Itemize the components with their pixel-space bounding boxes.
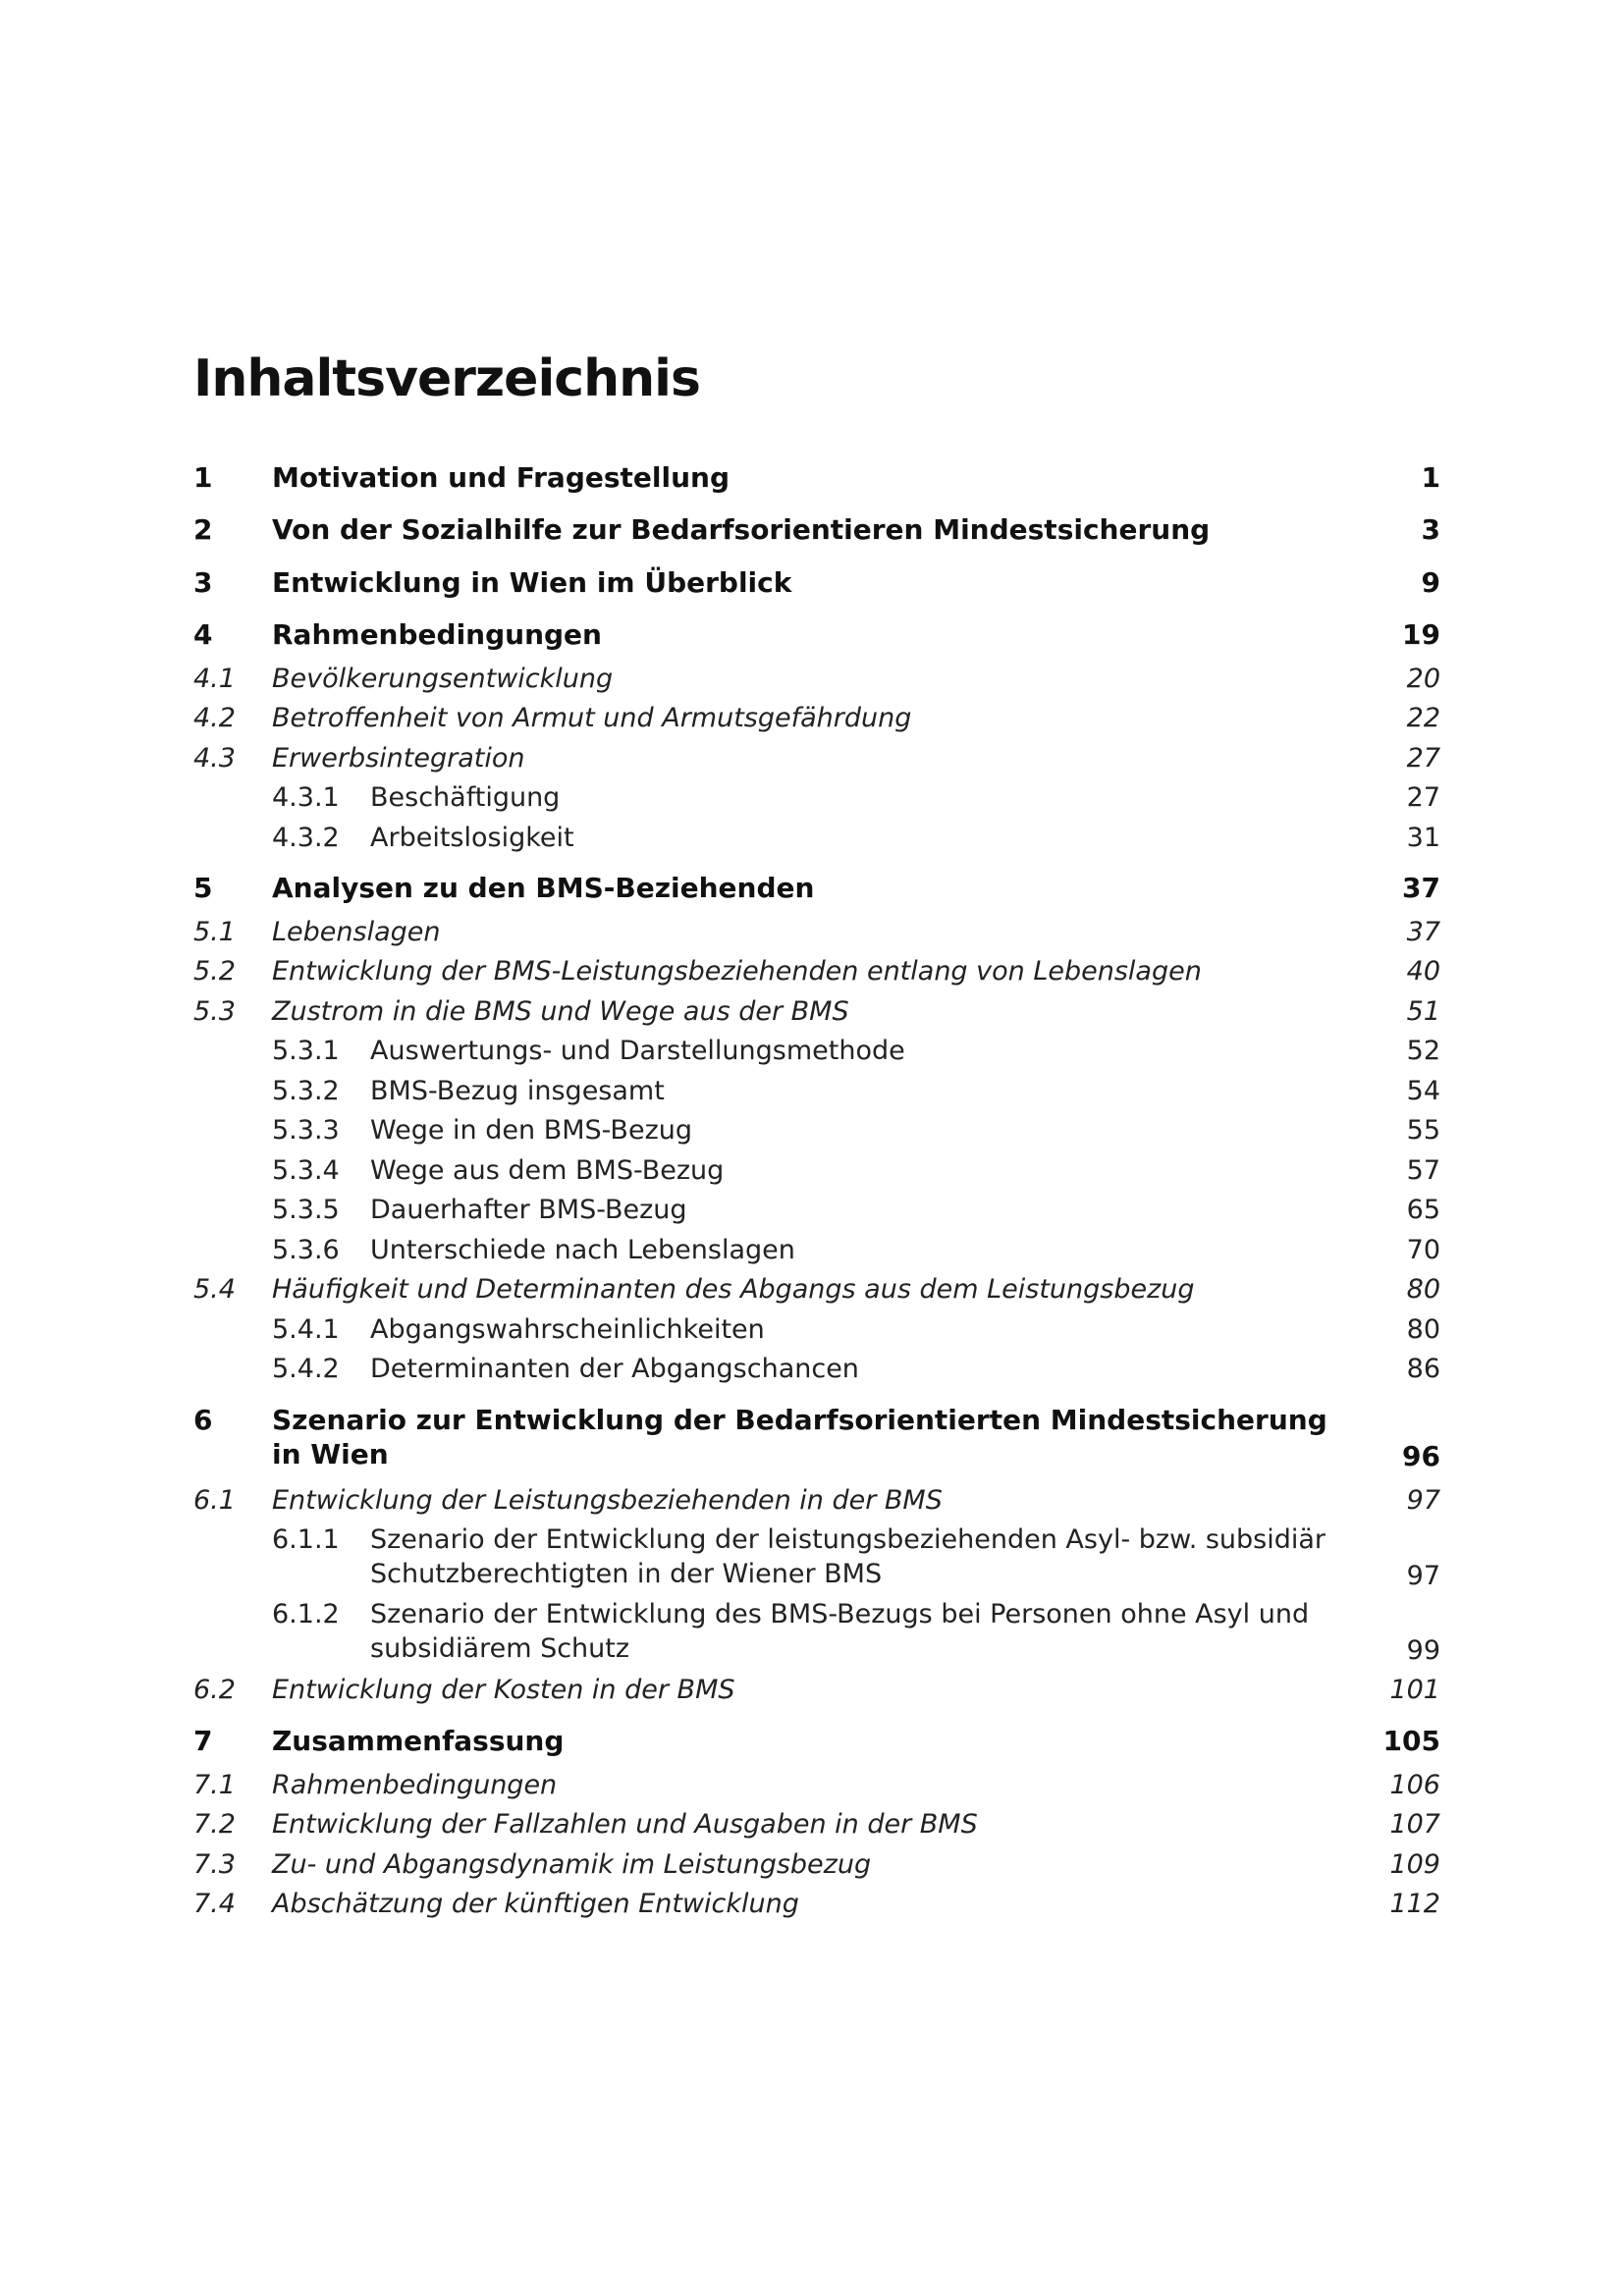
toc-title: Lebenslagen — [272, 917, 441, 947]
toc-title: Entwicklung der Leistungsbeziehenden in der BMS — [272, 1485, 943, 1516]
toc-number: 5.2 — [193, 956, 236, 987]
toc-title — [272, 1404, 1327, 1470]
toc-page: 37 — [1406, 917, 1440, 947]
toc-title: Analysen zu den BMS-Beziehenden — [272, 872, 815, 904]
toc-title: Betroffenheit von Armut und Armutsgefährdung — [272, 703, 912, 733]
toc-title: Von der Sozialhilfe zur Bedarfsorientieren Mindestsicherung — [272, 513, 1211, 546]
toc-page: 97 — [1406, 1561, 1440, 1591]
toc-page: 99 — [1406, 1635, 1440, 1666]
toc-number: 6.1.1 — [272, 1524, 340, 1555]
toc-page: 9 — [1421, 566, 1440, 599]
toc-page: 107 — [1389, 1809, 1440, 1840]
toc-number: 6.1 — [193, 1485, 236, 1516]
toc-page: 96 — [1402, 1440, 1440, 1472]
toc-page: 80 — [1406, 1314, 1440, 1345]
toc-page: 80 — [1406, 1274, 1440, 1305]
toc-page: 105 — [1382, 1725, 1440, 1757]
toc-title: Wege aus dem BMS-Bezug — [370, 1155, 725, 1186]
toc-page: 1 — [1421, 461, 1440, 494]
toc-page: 52 — [1406, 1036, 1440, 1066]
toc-title: Zustrom in die BMS und Wege aus der BMS — [272, 996, 849, 1027]
toc-title: Bevölkerungsentwicklung — [272, 664, 614, 694]
toc-title: Determinanten der Abgangschancen — [370, 1354, 859, 1384]
toc-page: 101 — [1389, 1675, 1440, 1705]
toc-number: 4.3.2 — [272, 823, 340, 853]
toc-title: Beschäftigung — [370, 782, 561, 813]
toc-number: 4 — [193, 618, 213, 651]
toc-title — [370, 1599, 1309, 1664]
toc-title: Entwicklung der Kosten in der BMS — [272, 1675, 735, 1705]
toc-number: 5.3.6 — [272, 1235, 340, 1265]
toc-page: 31 — [1406, 823, 1440, 853]
toc-number: 7.1 — [193, 1770, 236, 1800]
toc-title: Entwicklung der Fallzahlen und Ausgaben in der BMS — [272, 1809, 978, 1840]
toc-title-line-2: subsidiärem Schutz — [370, 1633, 630, 1664]
page-title: Inhaltsverzeichnis — [193, 349, 700, 408]
toc-number: 7 — [193, 1725, 213, 1757]
toc-page: 27 — [1406, 782, 1440, 813]
toc-page: 109 — [1389, 1849, 1440, 1880]
toc-number: 5.3.5 — [272, 1195, 340, 1225]
toc-title-line-1: Szenario der Entwicklung der leistungsbeziehenden Asyl- bzw. subsidiär — [370, 1524, 1326, 1555]
toc-title: Erwerbsintegration — [272, 743, 525, 774]
toc-title: Auswertungs- und Darstellungsmethode — [370, 1036, 905, 1066]
toc-title: Zu- und Abgangsdynamik im Leistungsbezug — [272, 1849, 872, 1880]
toc-number: 5.3 — [193, 996, 236, 1027]
toc-title: Unterschiede nach Lebenslagen — [370, 1235, 795, 1265]
toc-page: 112 — [1389, 1889, 1440, 1919]
toc-number: 6 — [193, 1404, 213, 1436]
toc-title: BMS-Bezug insgesamt — [370, 1076, 665, 1106]
toc-title: Entwicklung der BMS-Leistungsbeziehenden entlang von Lebenslagen — [272, 956, 1202, 987]
toc-title: Motivation und Fragestellung — [272, 461, 730, 494]
toc-page: 57 — [1406, 1155, 1440, 1186]
toc-title: Abgangswahrscheinlichkeiten — [370, 1314, 765, 1345]
toc-title: Dauerhafter BMS-Bezug — [370, 1195, 687, 1225]
toc-page: 51 — [1406, 996, 1440, 1027]
toc-page: 37 — [1402, 872, 1440, 904]
toc-title: Wege in den BMS-Bezug — [370, 1115, 692, 1146]
toc-page: 106 — [1389, 1770, 1440, 1800]
toc-number: 1 — [193, 461, 213, 494]
toc-page: 20 — [1406, 664, 1440, 694]
toc-number: 4.3.1 — [272, 782, 340, 813]
toc-number: 5.4.1 — [272, 1314, 340, 1345]
toc-page: 70 — [1406, 1235, 1440, 1265]
toc-number: 5.4.2 — [272, 1354, 340, 1384]
toc-title-line-2: Schutzberechtigten in der Wiener BMS — [370, 1559, 883, 1589]
toc-number: 7.4 — [193, 1889, 236, 1919]
toc-title: Arbeitslosigkeit — [370, 823, 574, 853]
toc-page: 55 — [1406, 1115, 1440, 1146]
toc-number: 5 — [193, 872, 213, 904]
toc-title: Zusammenfassung — [272, 1725, 565, 1757]
toc-number: 6.1.2 — [272, 1599, 340, 1629]
toc-number: 7.3 — [193, 1849, 236, 1880]
toc-number: 5.1 — [193, 917, 236, 947]
toc-title-line-1: Szenario der Entwicklung des BMS-Bezugs bei Personen ohne Asyl und — [370, 1599, 1310, 1629]
toc-number: 4.1 — [193, 664, 236, 694]
toc-number: 5.3.2 — [272, 1076, 340, 1106]
toc-page: 40 — [1406, 956, 1440, 987]
toc-number: 5.3.3 — [272, 1115, 340, 1146]
toc-number: 7.2 — [193, 1809, 236, 1840]
toc-page: 86 — [1406, 1354, 1440, 1384]
toc-number: 2 — [193, 513, 213, 546]
toc-number: 3 — [193, 566, 213, 599]
toc-number: 6.2 — [193, 1675, 236, 1705]
toc-page: 22 — [1406, 703, 1440, 733]
toc-number: 4.3 — [193, 743, 236, 774]
toc-page: 97 — [1406, 1485, 1440, 1516]
toc-number: 5.4 — [193, 1274, 236, 1305]
toc-title — [370, 1524, 1325, 1589]
toc-page: 19 — [1402, 618, 1440, 651]
toc-title: Rahmenbedingungen — [272, 1770, 558, 1800]
toc-title: Entwicklung in Wien im Überblick — [272, 566, 792, 599]
toc-title: Abschätzung der künftigen Entwicklung — [272, 1889, 799, 1919]
toc-page: 3 — [1421, 513, 1440, 546]
toc-title-line-2: in Wien — [272, 1438, 389, 1470]
toc-title: Häufigkeit und Determinanten des Abgangs aus dem Leistungsbezug — [272, 1274, 1195, 1305]
toc-number: 5.3.4 — [272, 1155, 340, 1186]
toc-number: 4.2 — [193, 703, 236, 733]
toc-title: Rahmenbedingungen — [272, 618, 602, 651]
toc-number: 5.3.1 — [272, 1036, 340, 1066]
toc-page: 65 — [1406, 1195, 1440, 1225]
toc-page: 54 — [1406, 1076, 1440, 1106]
toc-title-line-1: Szenario zur Entwicklung der Bedarfsorientierten Mindestsicherung — [272, 1404, 1327, 1436]
toc-page: 27 — [1406, 743, 1440, 774]
